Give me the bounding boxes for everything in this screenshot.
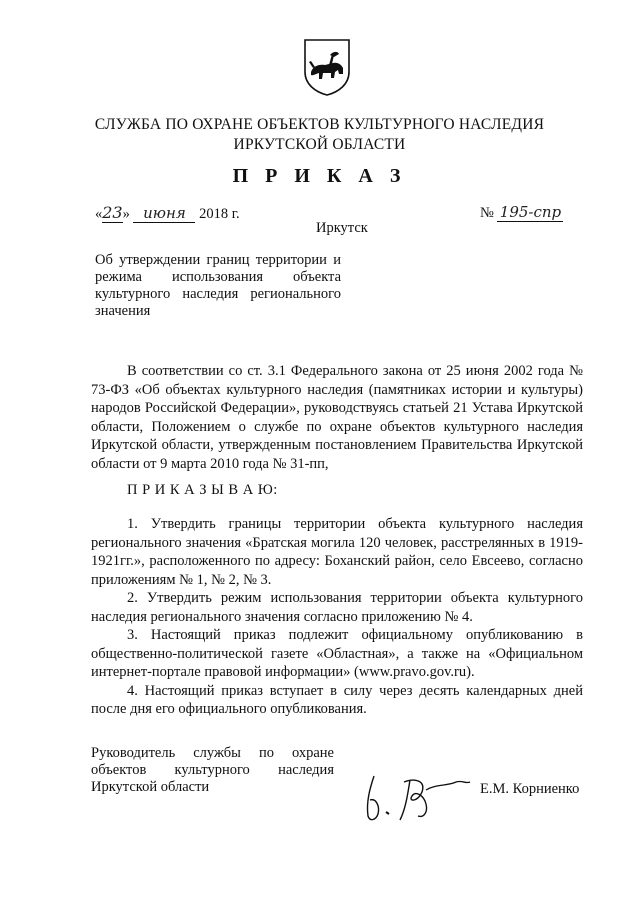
order-number: 195-спр [497, 203, 563, 222]
org-name-line2: ИРКУТСКОЙ ОБЛАСТИ [233, 136, 406, 153]
date-block [95, 203, 240, 223]
signatory-name: Е.М. Корниенко [480, 781, 580, 797]
order-word: П Р И К А З Ы В А Ю: [127, 482, 278, 498]
order-item-1: 1. Утвердить границы территории объекта культурного наследия регионального значения «Братская могила 120 человек, расстрелянных в 1919-1921гг.», расположенного по адресу: Боханский район, село Евсеево, согласно приложениям № 1, № 2, № 3. [91, 516, 583, 588]
date-year: 2018 г. [199, 206, 240, 222]
number-prefix: № [480, 205, 494, 221]
order-items [91, 515, 583, 719]
order-item-2: 2. Утвердить режим использования территории объекта культурного наследия регионального значения согласно приложению № 4. [91, 590, 583, 625]
document-title: П Р И К А З [232, 165, 407, 187]
order-number-block [480, 203, 563, 222]
handwritten-signature-icon [356, 768, 476, 828]
coat-of-arms-icon [303, 38, 351, 96]
date-day: 23 [102, 203, 123, 222]
signatory-position: Руководитель службы по охране объектов культурного наследия Иркутской области [91, 745, 334, 795]
date-close-quote: » [122, 206, 130, 222]
date-open-quote: « [95, 206, 103, 222]
org-name-line1: СЛУЖБА ПО ОХРАНЕ ОБЪЕКТОВ КУЛЬТУРНОГО НАСЛЕДИЯ [94, 116, 545, 133]
order-item-3: 3. Настоящий приказ подлежит официальному опубликованию в общественно-политической газете «Областная», а также на «Официальном интернет-портале правовой информации» (www.pravo.gov.ru). [91, 627, 583, 680]
order-item-4: 4. Настоящий приказ вступает в силу через десять календарных дней после дня его официального опубликования. [91, 682, 583, 717]
city: Иркутск [316, 220, 368, 236]
document-subject: Об утверждении границ территории и режима использования объекта культурного наследия регионального значения [95, 252, 341, 319]
date-month: июня [133, 204, 195, 223]
preamble-paragraph: В соответствии со ст. 3.1 Федерального закона от 25 июня 2002 года № 73-ФЗ «Об объектах культурного наследия (памятниках истории и культуры) народов Российской Федерации», руководствуясь статьей 21 Устава Иркутской области, Положением о службе по охране объектов культурного наследия Иркутской области, утвержденным постановлением Правительства Иркутской области от 9 марта 2010 года № 31-пп, [91, 363, 583, 472]
